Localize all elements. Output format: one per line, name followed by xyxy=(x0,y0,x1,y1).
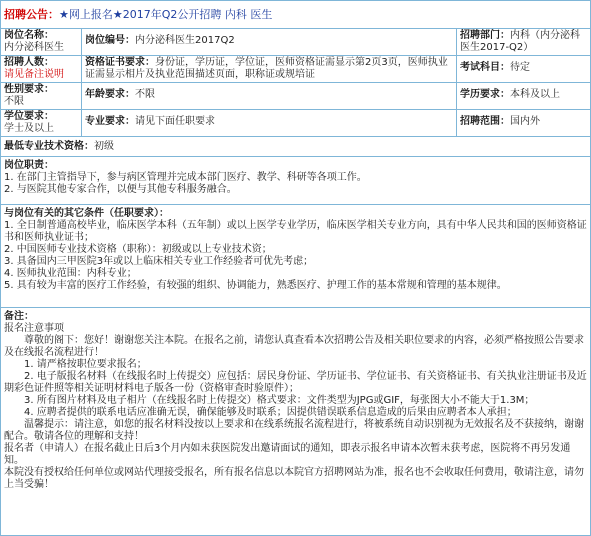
count-value: 请见备注说明 xyxy=(4,69,64,80)
remarks-line: 报名者（申请人）在报名截止日后3个月内如未获医院发出邀请面试的通知，即表示报名申请本次暂未获考虑，医院将不再另发通知。 xyxy=(4,443,571,466)
remarks-line: 尊敬的阁下：您好！谢谢您关注本院。在报名之前，请您认真查看本次招聘公告及相关职位要求的内容，必须严格按照公告要求及在线报名流程进行！ xyxy=(4,335,584,358)
gender-age-row xyxy=(1,83,590,110)
dept-value: 内科（内分泌科医生2017-Q2） xyxy=(460,30,580,53)
gender-cell xyxy=(1,83,82,109)
remarks-section xyxy=(1,308,590,535)
count-label: 招聘人数： xyxy=(4,57,54,68)
post-code-cell xyxy=(82,29,457,55)
conditions-title: 与岗位有关的其它条件（任职要求）： xyxy=(4,208,169,219)
conditions-line: 1. 全日制普通高校毕业，临床医学本科（五年制）或以上医学专业学历，临床医学相关专业方向，具有中华人民共和国的医师资格证书和医师执业证书； xyxy=(4,220,587,243)
scope-label: 招聘范围： xyxy=(460,116,510,127)
remarks-cell xyxy=(1,308,590,535)
announcement-label: 招聘公告： xyxy=(4,8,59,21)
remarks-line: 2. 电子版报名材料（在线报名时上传提交）应包括：居民身份证、学历证书、学位证书、有关资格证书、有关执业注册证书及近期彩色证件照等相关证明材料电子版各一份（资格审查时验原件）； xyxy=(4,371,587,394)
edu-cell xyxy=(457,83,590,109)
age-cell xyxy=(82,83,457,109)
header-cell xyxy=(1,1,590,28)
qualification-value: 初级 xyxy=(94,141,114,152)
cert-value: 身份证，学历证，学位证，医师资格证需显示第2页3页，医师执业证需显示相片及执业范围描述页面，职称证或规培证 xyxy=(85,57,448,80)
degree-row xyxy=(1,110,590,137)
degree-label: 学位要求： xyxy=(4,111,54,122)
edu-value: 本科及以上 xyxy=(510,89,560,100)
cert-label: 资格证书要求： xyxy=(85,57,155,68)
conditions-line: 2. 中国医师专业技术资格（职称）：初级或以上专业技术资； xyxy=(4,244,272,255)
major-value: 请见下面任职要求 xyxy=(135,116,215,127)
remarks-subtitle: 报名注意事项 xyxy=(4,323,64,334)
duties-section xyxy=(1,157,590,205)
conditions-line: 4. 医师执业范围：内科专业； xyxy=(4,268,137,279)
major-label: 专业要求： xyxy=(85,116,135,127)
conditions-line: 3. 具备国内三甲医院3年或以上临床相关专业工作经验者可优先考虑； xyxy=(4,256,314,267)
conditions-line: 5. 具有较为丰富的医疗工作经验，有较强的组织、协调能力，熟悉医疗、护理工作的基本常规和管理的基本规律。 xyxy=(4,280,507,291)
dept-label: 招聘部门： xyxy=(460,30,510,41)
post-info-row xyxy=(1,29,590,56)
cert-row xyxy=(1,56,590,83)
remarks-line: 1. 请严格按职位要求报名； xyxy=(24,359,147,370)
header-row xyxy=(1,1,590,29)
cert-cell xyxy=(82,56,457,82)
remarks-line: 4. 应聘者提供的联系电话应准确无误，确保能够及时联系；因提供错误联系信息造成的后果由应聘者本人承担； xyxy=(24,407,517,418)
qualification-row xyxy=(1,137,590,157)
announcement-title: ★网上报名★2017年Q2公开招聘 内科 医生 xyxy=(59,8,273,21)
degree-value: 学士及以上 xyxy=(4,123,54,134)
qualification-cell xyxy=(1,137,590,156)
count-cell xyxy=(1,56,82,82)
exam-label: 考试科目： xyxy=(460,62,510,73)
exam-cell xyxy=(457,56,590,82)
edu-label: 学历要求： xyxy=(460,89,510,100)
gender-label: 性别要求： xyxy=(4,84,54,95)
post-code-label: 岗位编号： xyxy=(85,35,135,46)
qualification-label: 最低专业技术资格： xyxy=(4,141,94,152)
post-name-value: 内分泌科医生 xyxy=(4,42,64,53)
major-cell xyxy=(82,110,457,136)
remarks-title: 备注： xyxy=(4,311,34,322)
post-name-cell xyxy=(1,29,82,55)
duties-line: 1. 在部门主管指导下，参与病区管理并完成本部门医疗、教学、科研等各项工作。 xyxy=(4,172,367,183)
dept-cell xyxy=(457,29,590,55)
post-code-value: 内分泌科医生2017Q2 xyxy=(135,35,235,46)
age-label: 年龄要求： xyxy=(85,89,135,100)
scope-value: 国内外 xyxy=(510,116,540,127)
exam-value: 待定 xyxy=(510,62,530,73)
gender-value: 不限 xyxy=(4,96,24,107)
duties-title: 岗位职责： xyxy=(4,160,54,171)
scope-cell xyxy=(457,110,590,136)
post-name-label: 岗位名称： xyxy=(4,30,54,41)
conditions-cell xyxy=(1,205,590,307)
duties-line: 2. 与医院其他专家合作，以便与其他专科服务融合。 xyxy=(4,184,237,195)
conditions-section xyxy=(1,205,590,308)
remarks-line: 本院没有授权给任何单位或网站代理接受报名，所有报名信息以本院官方招聘网站为准，报名也不会收取任何费用，敬请注意，请勿上当受骗！ xyxy=(4,467,584,490)
degree-cell xyxy=(1,110,82,136)
remarks-line: 温馨提示：请注意，如您的报名材料没按以上要求和在线系统报名流程进行，将被系统自动识别视为无效报名及不获接纳，谢谢配合。敬请各位的理解和支持！ xyxy=(4,419,584,442)
age-value: 不限 xyxy=(135,89,155,100)
duties-cell xyxy=(1,157,590,204)
remarks-line: 3. 所有图片材料及电子相片（在线报名时上传提交）格式要求：文件类型为JPG或GIF，每张图大小不能大于1.3M； xyxy=(24,395,535,406)
